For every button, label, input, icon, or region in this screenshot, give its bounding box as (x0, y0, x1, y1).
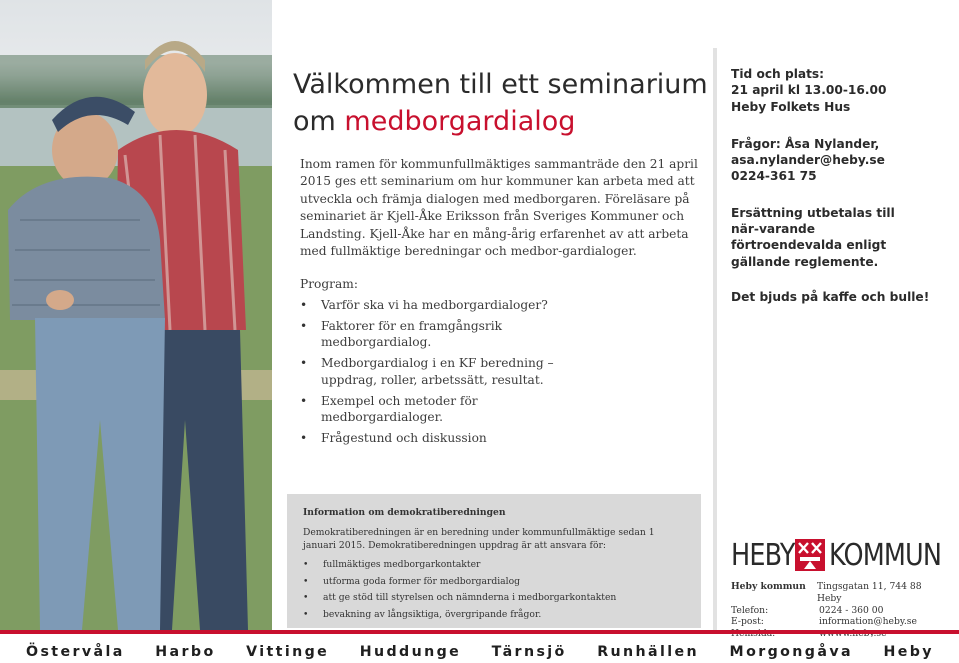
info-box-title: Information om demokratiberedningen (303, 507, 506, 518)
footer-rule (0, 630, 959, 634)
time-label: Tid och plats: (731, 67, 825, 81)
title-line-2 (293, 103, 713, 140)
contact-row (731, 616, 946, 628)
contact-phone: 0224-361 75 (731, 169, 817, 184)
program-item: • Exempel och metoder för medborgardialoger. (300, 393, 600, 426)
info-box-item: • fullmäktiges medborgarkontakter (303, 558, 685, 571)
contact-value: 0224 - 360 00 (819, 604, 884, 616)
title-line-1: Välkommen till ett seminarium (293, 69, 708, 100)
info-box-item: • bevakning av långsiktiga, övergripande frågor. (303, 608, 685, 621)
place-value: Heby Folkets Hus (731, 99, 851, 114)
intro-paragraph: Inom ramen för kommunfullmäktiges sammanträde den 21 april 2015 ges ett seminarium om hur kommuner kan arbeta med att utveckla och främja dialogen med medborgaren. Föreläsare på seminariet är Kjell-Åke Eriksson från Sveriges Kommuner och Landsting. Kjell-Åke har en mång-årig erfarenhet av att arbeta med fullmäktige beredningar och medbor-gardialoger. (300, 157, 698, 259)
logo-word-heby: HEBY (731, 538, 795, 573)
program-item: • Medborgardialog i en KF beredning – uppdrag, roller, arbetssätt, resultat. (300, 355, 600, 388)
footer-place: Östervåla (26, 644, 125, 660)
program-item: • Faktorer för en framgångsrik medborgardialog. (300, 318, 600, 351)
compensation-note: Ersättning utbetalas till när-varande förtroendevalda enligt gällande reglemente. (731, 205, 895, 269)
program-item: • Frågestund och diskussion (300, 430, 600, 447)
title-prefix: om (293, 106, 345, 137)
info-box (287, 494, 701, 628)
title-accent: medborgardialog (344, 106, 576, 137)
hero-photo (0, 0, 272, 632)
footer-place: Vittinge (246, 644, 330, 660)
coat-of-arms-icon (795, 539, 825, 571)
program-label: Program: (300, 277, 358, 291)
footer-place: Runhällen (597, 644, 700, 660)
page-title (293, 66, 713, 140)
contact-value[interactable]: information@heby.se (819, 616, 917, 628)
time-value: 21 april kl 13.00-16.00 (731, 83, 887, 98)
footer-place: Heby (883, 644, 934, 660)
contact-row (731, 605, 946, 617)
event-details (731, 66, 941, 321)
program-item: • Varför ska vi ha medborgardialoger? (300, 297, 600, 314)
contact-row (731, 581, 946, 605)
column-divider (713, 48, 717, 630)
contact-person: Frågor: Åsa Nylander, (731, 136, 880, 151)
footer-place: Tärnsjö (491, 644, 567, 660)
contact-value: Tingsgatan 11, 744 88 Heby (816, 581, 922, 604)
contact-email[interactable]: asa.nylander@heby.se (731, 153, 885, 168)
info-box-list (303, 558, 685, 621)
contact-key: Heby kommun (731, 581, 806, 592)
logo-word-kommun: KOMMUN (829, 538, 942, 573)
program-list (300, 297, 600, 451)
contact-key: Telefon: (731, 604, 769, 616)
photo-illustration (0, 0, 272, 632)
coffee-note: Det bjuds på kaffe och bulle! (731, 289, 930, 304)
contact-key: E-post: (731, 616, 764, 628)
info-box-text: Demokratiberedningen är en beredning under kommunfullmäktige sedan 1 januari 2015. Demokratiberedningen uppdrag är att ansvara för: (303, 527, 655, 551)
footer-place: Morgongåva (729, 644, 853, 660)
footer-places (0, 637, 959, 663)
info-box-item: • att ge stöd till styrelsen och nämnderna i medborgarkontakten (303, 591, 685, 604)
heby-kommun-logo (731, 538, 942, 574)
footer-place: Huddunge (359, 644, 462, 660)
footer-place: Harbo (155, 644, 216, 660)
info-box-item: • utforma goda former för medborgardialog (303, 575, 685, 588)
